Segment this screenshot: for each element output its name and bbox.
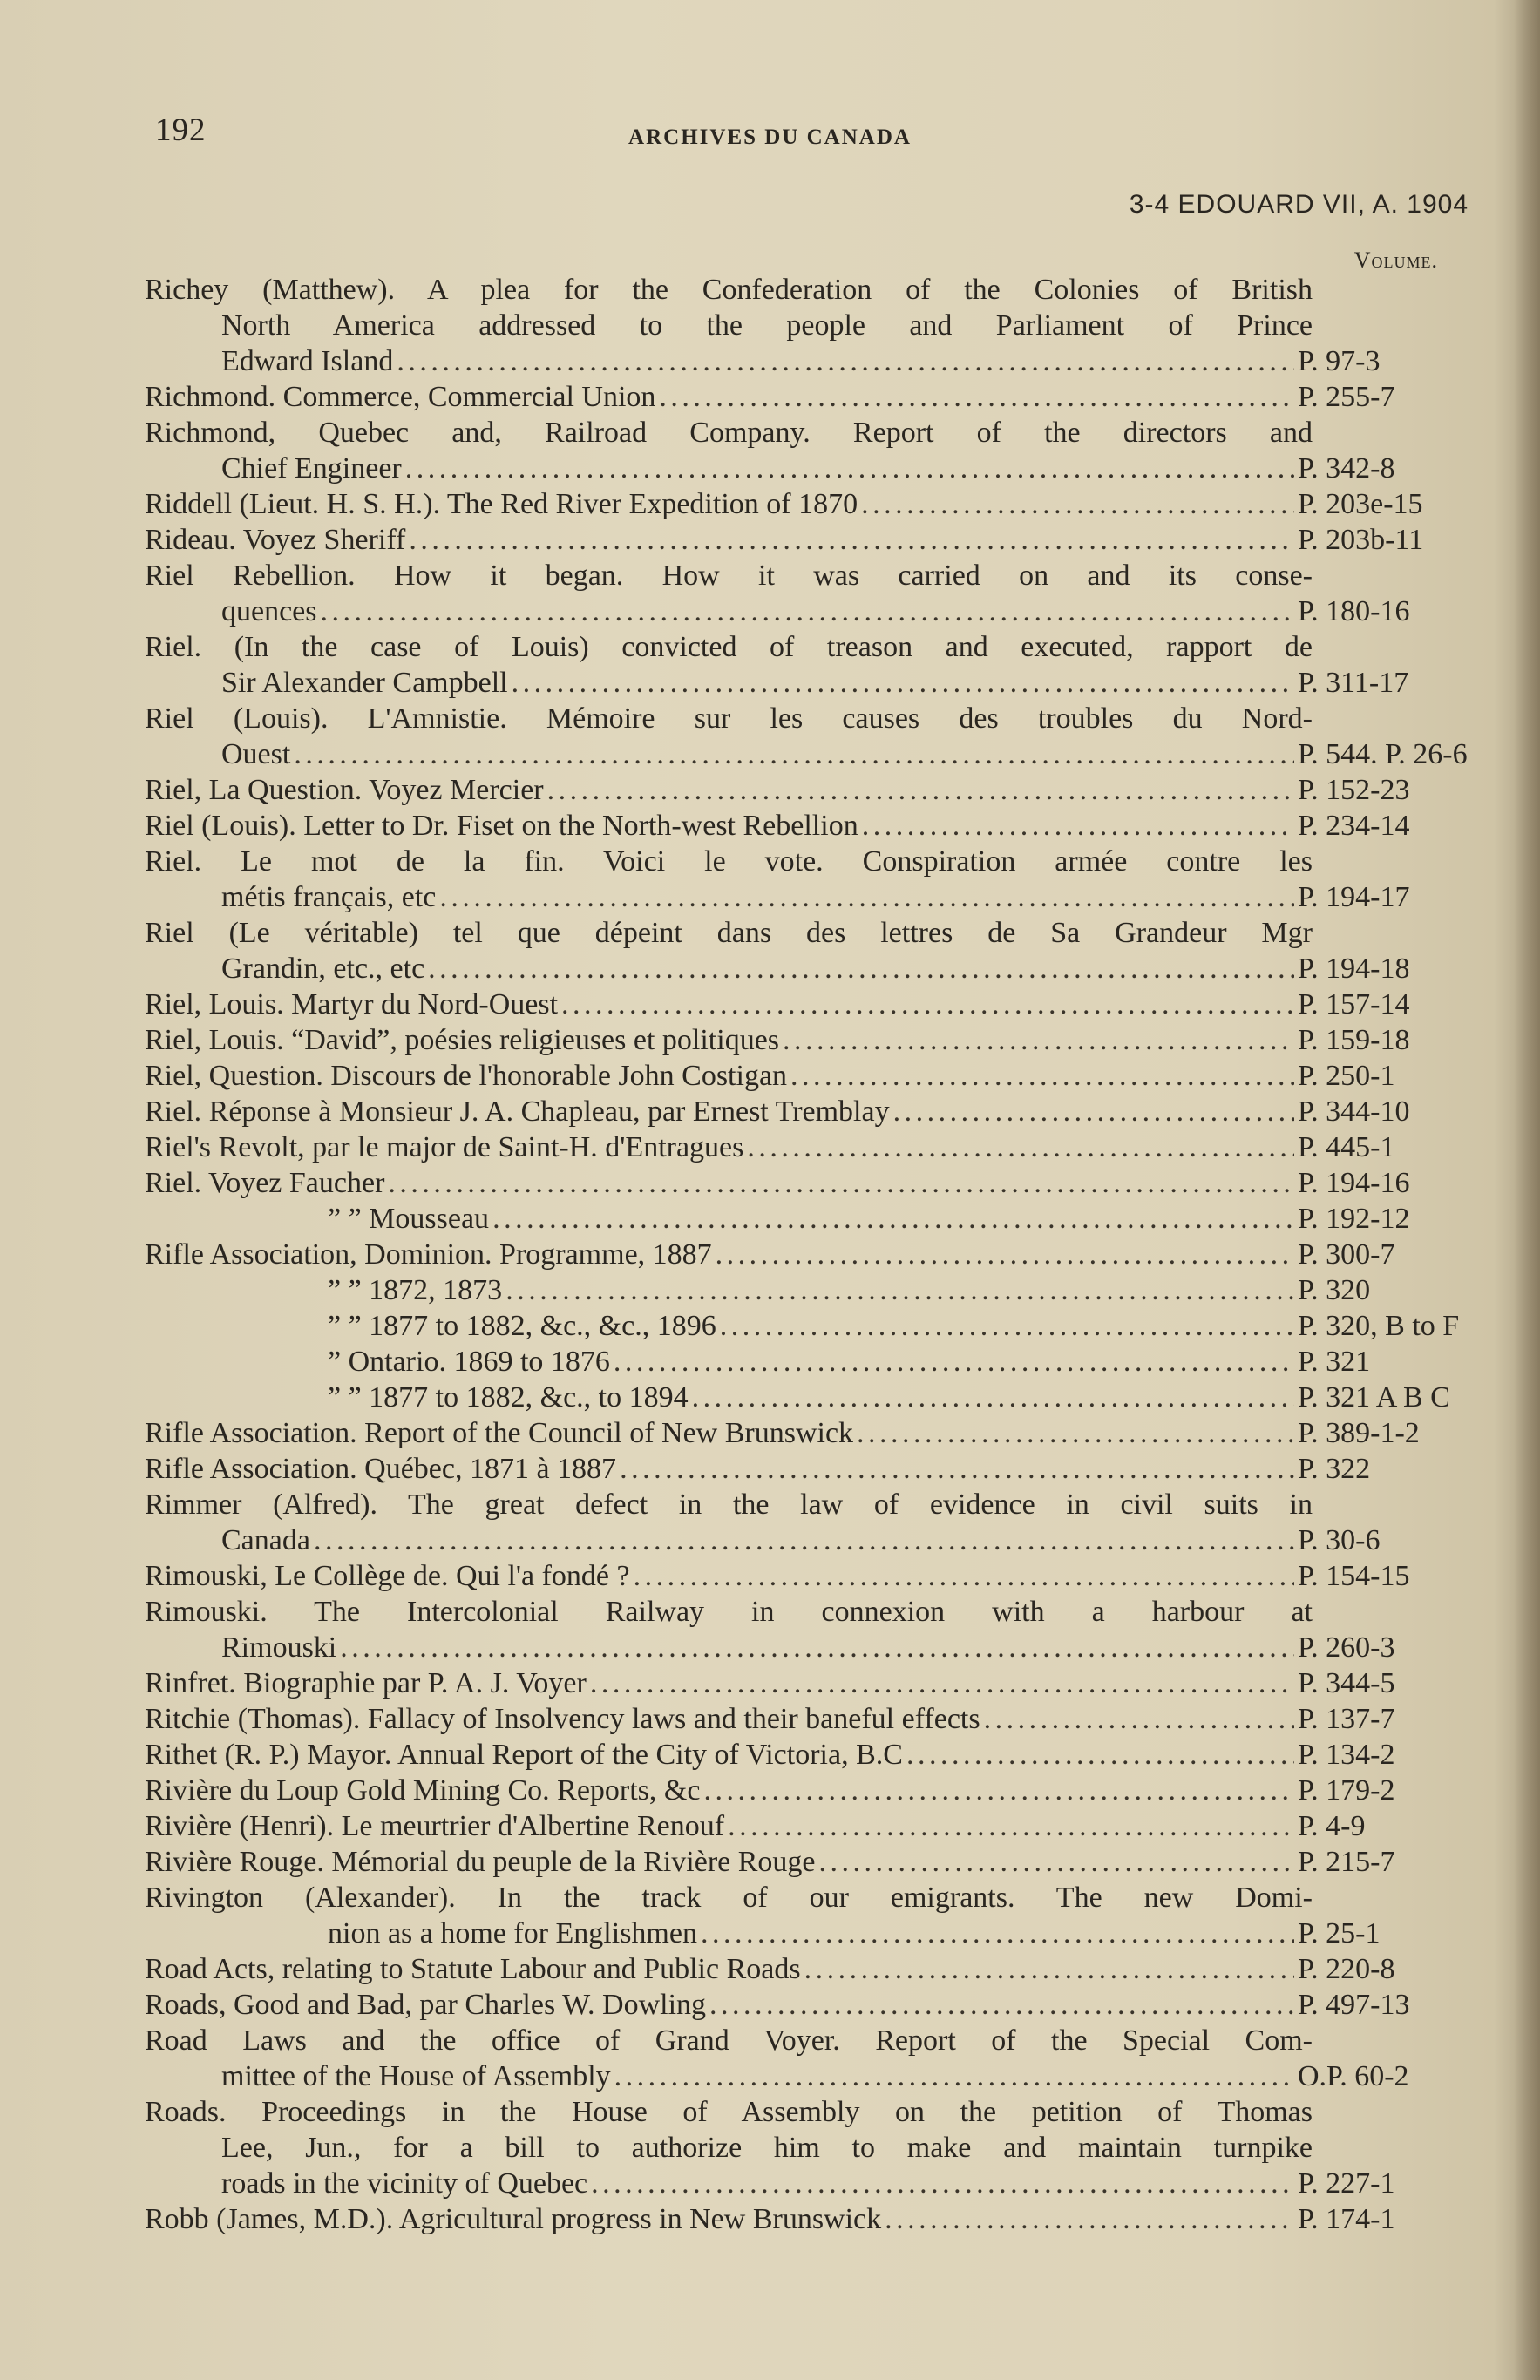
volume-reference: P. 25-1 — [1298, 1917, 1381, 1949]
entry-leader-line — [145, 1773, 1468, 1808]
dot-leader — [728, 1808, 1294, 1844]
entry-title: Ritchie (Thomas). Fallacy of Insolvency laws and their baneful effects — [145, 1703, 980, 1735]
volume-reference: P. 194-16 — [1298, 1167, 1410, 1199]
index-entry — [145, 1058, 1468, 1094]
volume-reference: P. 180-16 — [1298, 595, 1410, 627]
dot-leader — [861, 486, 1294, 522]
dot-leader — [314, 1522, 1294, 1558]
entry-title: Riel. Voyez Faucher — [145, 1167, 385, 1199]
dot-leader — [790, 1058, 1294, 1094]
entry-leader-line — [145, 1558, 1468, 1594]
entry-leader-line — [145, 1737, 1468, 1773]
entry-leader-line — [145, 1165, 1468, 1201]
entry-title: métis français, etc — [221, 881, 437, 913]
volume-reference: P. 215-7 — [1298, 1846, 1395, 1878]
index-entry — [145, 1344, 1468, 1380]
index-entry — [145, 379, 1468, 415]
index-entry — [145, 1201, 1468, 1237]
volume-reference: P. 260-3 — [1298, 1631, 1395, 1664]
entry-leader-line — [145, 1522, 1468, 1558]
volume-reference: P. 192-12 — [1298, 1203, 1410, 1235]
page-number: 192 — [155, 112, 207, 148]
dot-leader — [591, 2166, 1294, 2201]
volume-reference: P. 544. P. 26-6 — [1298, 738, 1468, 770]
entry-line: Riel. Le mot de la fin. Voici le vote. Conspiration armée contre les — [145, 845, 1313, 878]
dot-leader — [709, 1987, 1294, 2023]
entry-line: Roads. Proceedings in the House of Assembly on the petition of Thomas — [145, 2096, 1313, 2128]
volume-reference: P. 134-2 — [1298, 1739, 1395, 1771]
entry-line: Riel Rebellion. How it began. How it was carried on and its conse- — [145, 559, 1313, 592]
entry-leader-line — [145, 1022, 1468, 1058]
running-head: ARCHIVES DU CANADA — [628, 125, 912, 149]
volume-reference: P. 137-7 — [1298, 1703, 1395, 1735]
volume-reference: P. 342-8 — [1298, 452, 1395, 485]
volume-reference: P. 344-10 — [1298, 1095, 1410, 1128]
index-entry — [145, 1308, 1468, 1344]
entry-leader-line — [145, 951, 1468, 987]
dot-leader — [634, 1558, 1294, 1594]
entry-line: Richmond, Quebec and, Railroad Company. Report of the directors and — [145, 417, 1313, 449]
index-entry — [145, 772, 1468, 808]
entry-leader-line — [145, 522, 1468, 558]
dot-leader — [885, 2201, 1294, 2237]
volume-reference: P. 311-17 — [1298, 667, 1409, 699]
dot-leader — [747, 1129, 1294, 1165]
entry-leader-line — [145, 2058, 1468, 2094]
entry-title: Rivière du Loup Gold Mining Co. Reports, &c — [145, 1774, 701, 1807]
entry-line: Lee, Jun., for a bill to authorize him to make and maintain turnpike — [221, 2132, 1313, 2164]
dot-leader — [547, 772, 1294, 808]
entry-line: Riel. (In the case of Louis) convicted of treason and executed, rapport de — [145, 631, 1313, 663]
dot-leader — [294, 736, 1294, 772]
entry-leader-line — [145, 593, 1468, 629]
entry-title: roads in the vicinity of Quebec — [221, 2167, 588, 2200]
entry-title: Rideau. Voyez Sheriff — [145, 524, 406, 556]
volume-reference: P. 220-8 — [1298, 1953, 1395, 1985]
entry-title: Grandin, etc., etc — [221, 953, 425, 985]
entry-title: ” ” 1872, 1873 — [328, 1274, 503, 1306]
index-entry — [145, 1737, 1468, 1773]
volume-reference: P. 320 — [1298, 1274, 1371, 1306]
entry-leader-line — [145, 1380, 1468, 1415]
entry-leader-line — [145, 1701, 1468, 1737]
index-entry — [145, 1415, 1468, 1451]
entry-title: Richmond. Commerce, Commercial Union — [145, 381, 656, 413]
volume-reference: P. 321 A B C — [1298, 1381, 1450, 1414]
entry-title: Rimouski, Le Collège de. Qui l'a fondé ? — [145, 1560, 630, 1592]
index-entry — [145, 1594, 1468, 1665]
index-entry — [145, 1165, 1468, 1201]
dot-leader — [439, 879, 1294, 915]
volume-reference: P. 321 — [1298, 1346, 1371, 1378]
dot-leader — [819, 1844, 1294, 1880]
index-entry — [145, 1951, 1468, 1987]
dot-leader — [893, 1094, 1294, 1129]
entry-leader-line — [145, 1844, 1468, 1880]
volume-reference: P. 203e-15 — [1298, 488, 1423, 520]
entry-title: ” Ontario. 1869 to 1876 — [328, 1346, 610, 1378]
entry-leader-line — [145, 343, 1468, 379]
dot-leader — [692, 1380, 1294, 1415]
index-entry — [145, 1380, 1468, 1415]
dot-leader — [405, 451, 1294, 486]
index-entry — [145, 1701, 1468, 1737]
entry-line: Road Laws and the office of Grand Voyer. Report of the Special Com- — [145, 2024, 1313, 2057]
volume-reference: P. 227-1 — [1298, 2167, 1395, 2200]
index-entry — [145, 701, 1468, 772]
dot-leader — [512, 665, 1294, 701]
volume-reference: P. 30-6 — [1298, 1524, 1381, 1556]
dot-leader — [614, 1344, 1294, 1380]
dot-leader — [720, 1308, 1294, 1344]
dot-leader — [492, 1201, 1294, 1237]
entry-leader-line — [145, 808, 1468, 844]
entry-line: Riel (Louis). L'Amnistie. Mémoire sur les causes des troubles du Nord- — [145, 702, 1313, 735]
entry-leader-line — [145, 1344, 1468, 1380]
volume-reference: O.P. 60-2 — [1298, 2060, 1409, 2092]
dot-leader — [862, 808, 1294, 844]
entry-leader-line — [145, 879, 1468, 915]
entry-title: Rivière (Henri). Le meurtrier d'Albertine Renouf — [145, 1810, 725, 1842]
entry-title: Riel's Revolt, par le major de Saint-H. d'Entragues — [145, 1131, 744, 1163]
volume-reference: P. 174-1 — [1298, 2203, 1395, 2235]
entry-leader-line — [145, 1058, 1468, 1094]
dot-leader — [716, 1237, 1294, 1272]
entry-title: Rifle Association, Dominion. Programme, 1887 — [145, 1238, 712, 1271]
volume-reference: P. 179-2 — [1298, 1774, 1395, 1807]
index-entry — [145, 486, 1468, 522]
entry-leader-line — [145, 772, 1468, 808]
volume-reference: P. 250-1 — [1298, 1060, 1395, 1092]
entry-leader-line — [145, 1094, 1468, 1129]
index-entry — [145, 808, 1468, 844]
entry-title: Ouest — [221, 738, 291, 770]
dot-leader — [659, 379, 1294, 415]
index-entry — [145, 915, 1468, 987]
volume-reference: P. 203b-11 — [1298, 524, 1424, 556]
index-entry — [145, 1022, 1468, 1058]
volume-column-heading: Volume. — [1353, 247, 1438, 273]
entry-title: Robb (James, M.D.). Agricultural progress in New Brunswick — [145, 2203, 882, 2235]
entry-leader-line — [145, 1951, 1468, 1987]
dot-leader — [857, 1415, 1294, 1451]
volume-reference: P. 344-5 — [1298, 1667, 1395, 1699]
volume-reference: P. 4-9 — [1298, 1810, 1366, 1842]
index-entry — [145, 522, 1468, 558]
entry-leader-line — [145, 665, 1468, 701]
index-entry — [145, 629, 1468, 701]
dot-leader — [590, 1665, 1294, 1701]
entry-line: North America addressed to the people and Parliament of Prince — [221, 309, 1313, 342]
session-label: 3-4 EDOUARD VII, A. 1904 — [1129, 190, 1469, 219]
index-entry — [145, 844, 1468, 915]
volume-reference: P. 322 — [1298, 1453, 1371, 1485]
index-entry — [145, 1094, 1468, 1129]
entry-line: Rimouski. The Intercolonial Railway in connexion with a harbour at — [145, 1596, 1313, 1628]
volume-reference: P. 159-18 — [1298, 1024, 1410, 1056]
index-entry — [145, 1773, 1468, 1808]
volume-reference: P. 152-23 — [1298, 774, 1410, 806]
entry-title: Road Acts, relating to Statute Labour and Public Roads — [145, 1953, 801, 1985]
dot-leader — [703, 1773, 1294, 1808]
entry-leader-line — [145, 1987, 1468, 2023]
entry-title: Riel, Louis. Martyr du Nord-Ouest — [145, 988, 559, 1020]
entry-leader-line — [145, 1308, 1468, 1344]
volume-reference: P. 445-1 — [1298, 1131, 1395, 1163]
index-entry — [145, 1987, 1468, 2023]
entry-leader-line — [145, 1129, 1468, 1165]
dot-leader — [804, 1951, 1294, 1987]
volume-reference: P. 234-14 — [1298, 810, 1410, 842]
dot-leader — [505, 1272, 1294, 1308]
entry-leader-line — [145, 736, 1468, 772]
entry-title: Sir Alexander Campbell — [221, 667, 508, 699]
entry-line: Richey (Matthew). A plea for the Confederation of the Colonies of British — [145, 274, 1313, 306]
entry-title: Rifle Association. Report of the Council of New Brunswick — [145, 1417, 854, 1449]
entry-title: Riel. Réponse à Monsieur J. A. Chapleau, par Ernest Tremblay — [145, 1095, 890, 1128]
entry-leader-line — [145, 1272, 1468, 1308]
volume-reference: P. 497-13 — [1298, 1989, 1410, 2021]
volume-reference: P. 194-17 — [1298, 881, 1410, 913]
index-entry — [145, 1487, 1468, 1558]
index-entries — [145, 272, 1468, 2237]
index-entry — [145, 1237, 1468, 1272]
entry-title: Chief Engineer — [221, 452, 402, 485]
entry-leader-line — [145, 1237, 1468, 1272]
dot-leader — [614, 2058, 1294, 2094]
entry-title: Riel, Question. Discours de l'honorable John Costigan — [145, 1060, 788, 1092]
volume-reference: P. 255-7 — [1298, 381, 1395, 413]
entry-title: nion as a home for Englishmen — [328, 1917, 697, 1949]
index-entry — [145, 415, 1468, 486]
index-entry — [145, 272, 1468, 379]
volume-reference: P. 194-18 — [1298, 953, 1410, 985]
volume-reference: P. 97-3 — [1298, 345, 1381, 377]
volume-reference: P. 300-7 — [1298, 1238, 1395, 1271]
entry-title: Rithet (R. P.) Mayor. Annual Report of the City of Victoria, B.C — [145, 1739, 903, 1771]
entry-title: Rimouski — [221, 1631, 337, 1664]
entry-leader-line — [145, 1201, 1468, 1237]
index-entry — [145, 1844, 1468, 1880]
entry-title: ” ” 1877 to 1882, &c., &c., 1896 — [328, 1310, 716, 1342]
entry-leader-line — [145, 2166, 1468, 2201]
volume-reference: P. 320, B to F — [1298, 1310, 1460, 1342]
entry-title: Rivière Rouge. Mémorial du peuple de la Rivière Rouge — [145, 1846, 816, 1878]
entry-title: Riel, Louis. “David”, poésies religieuses et politiques — [145, 1024, 780, 1056]
index-entry — [145, 1129, 1468, 1165]
entry-title: quences — [221, 595, 317, 627]
entry-leader-line — [145, 2201, 1468, 2237]
entry-title: Roads, Good and Bad, par Charles W. Dowling — [145, 1989, 707, 2021]
entry-leader-line — [145, 1451, 1468, 1487]
dot-leader — [388, 1165, 1294, 1201]
entry-leader-line — [145, 1415, 1468, 1451]
dot-leader — [620, 1451, 1294, 1487]
dot-leader — [409, 522, 1294, 558]
index-entry — [145, 1880, 1468, 1951]
entry-title: Riel, La Question. Voyez Mercier — [145, 774, 544, 806]
volume-reference: P. 157-14 — [1298, 988, 1410, 1020]
dot-leader — [783, 1022, 1294, 1058]
volume-reference: P. 389-1-2 — [1298, 1417, 1420, 1449]
index-entry — [145, 1558, 1468, 1594]
index-entry — [145, 2023, 1468, 2094]
index-entry — [145, 1451, 1468, 1487]
entry-leader-line — [145, 486, 1468, 522]
dot-leader — [321, 593, 1294, 629]
book-spine-shadow — [1514, 0, 1540, 2380]
entry-line: Riel (Le véritable) tel que dépeint dans des lettres de Sa Grandeur Mgr — [145, 917, 1313, 949]
index-entry — [145, 1808, 1468, 1844]
entry-leader-line — [145, 379, 1468, 415]
entry-title: ” ” Mousseau — [328, 1203, 490, 1235]
entry-leader-line — [145, 451, 1468, 486]
index-entry — [145, 987, 1468, 1022]
index-entry — [145, 2201, 1468, 2237]
entry-title: ” ” 1877 to 1882, &c., to 1894 — [328, 1381, 689, 1414]
entry-title: Rinfret. Biographie par P. A. J. Voyer — [145, 1667, 587, 1699]
entry-leader-line — [145, 987, 1468, 1022]
entry-title: mittee of the House of Assembly — [221, 2060, 611, 2092]
entry-line: Rimmer (Alfred). The great defect in the law of evidence in civil suits in — [145, 1488, 1313, 1521]
dot-leader — [701, 1916, 1294, 1951]
entry-title: Edward Island — [221, 345, 394, 377]
dot-leader — [906, 1737, 1294, 1773]
entry-line: Rivington (Alexander). In the track of our emigrants. The new Domi- — [145, 1882, 1313, 1914]
index-entry — [145, 1665, 1468, 1701]
entry-leader-line — [145, 1808, 1468, 1844]
entry-title: Riddell (Lieut. H. S. H.). The Red River Expedition of 1870 — [145, 488, 858, 520]
entry-title: Rifle Association. Québec, 1871 à 1887 — [145, 1453, 617, 1485]
entry-leader-line — [145, 1630, 1468, 1665]
index-entry — [145, 2094, 1468, 2201]
dot-leader — [428, 951, 1294, 987]
entry-leader-line — [145, 1665, 1468, 1701]
entry-leader-line — [145, 1916, 1468, 1951]
dot-leader — [561, 987, 1294, 1022]
entry-title: Canada — [221, 1524, 310, 1556]
dot-leader — [340, 1630, 1294, 1665]
index-entry — [145, 1272, 1468, 1308]
dot-leader — [984, 1701, 1294, 1737]
volume-reference: P. 154-15 — [1298, 1560, 1410, 1592]
index-entry — [145, 558, 1468, 629]
dot-leader — [397, 343, 1294, 379]
entry-title: Riel (Louis). Letter to Dr. Fiset on the North-west Rebellion — [145, 810, 858, 842]
